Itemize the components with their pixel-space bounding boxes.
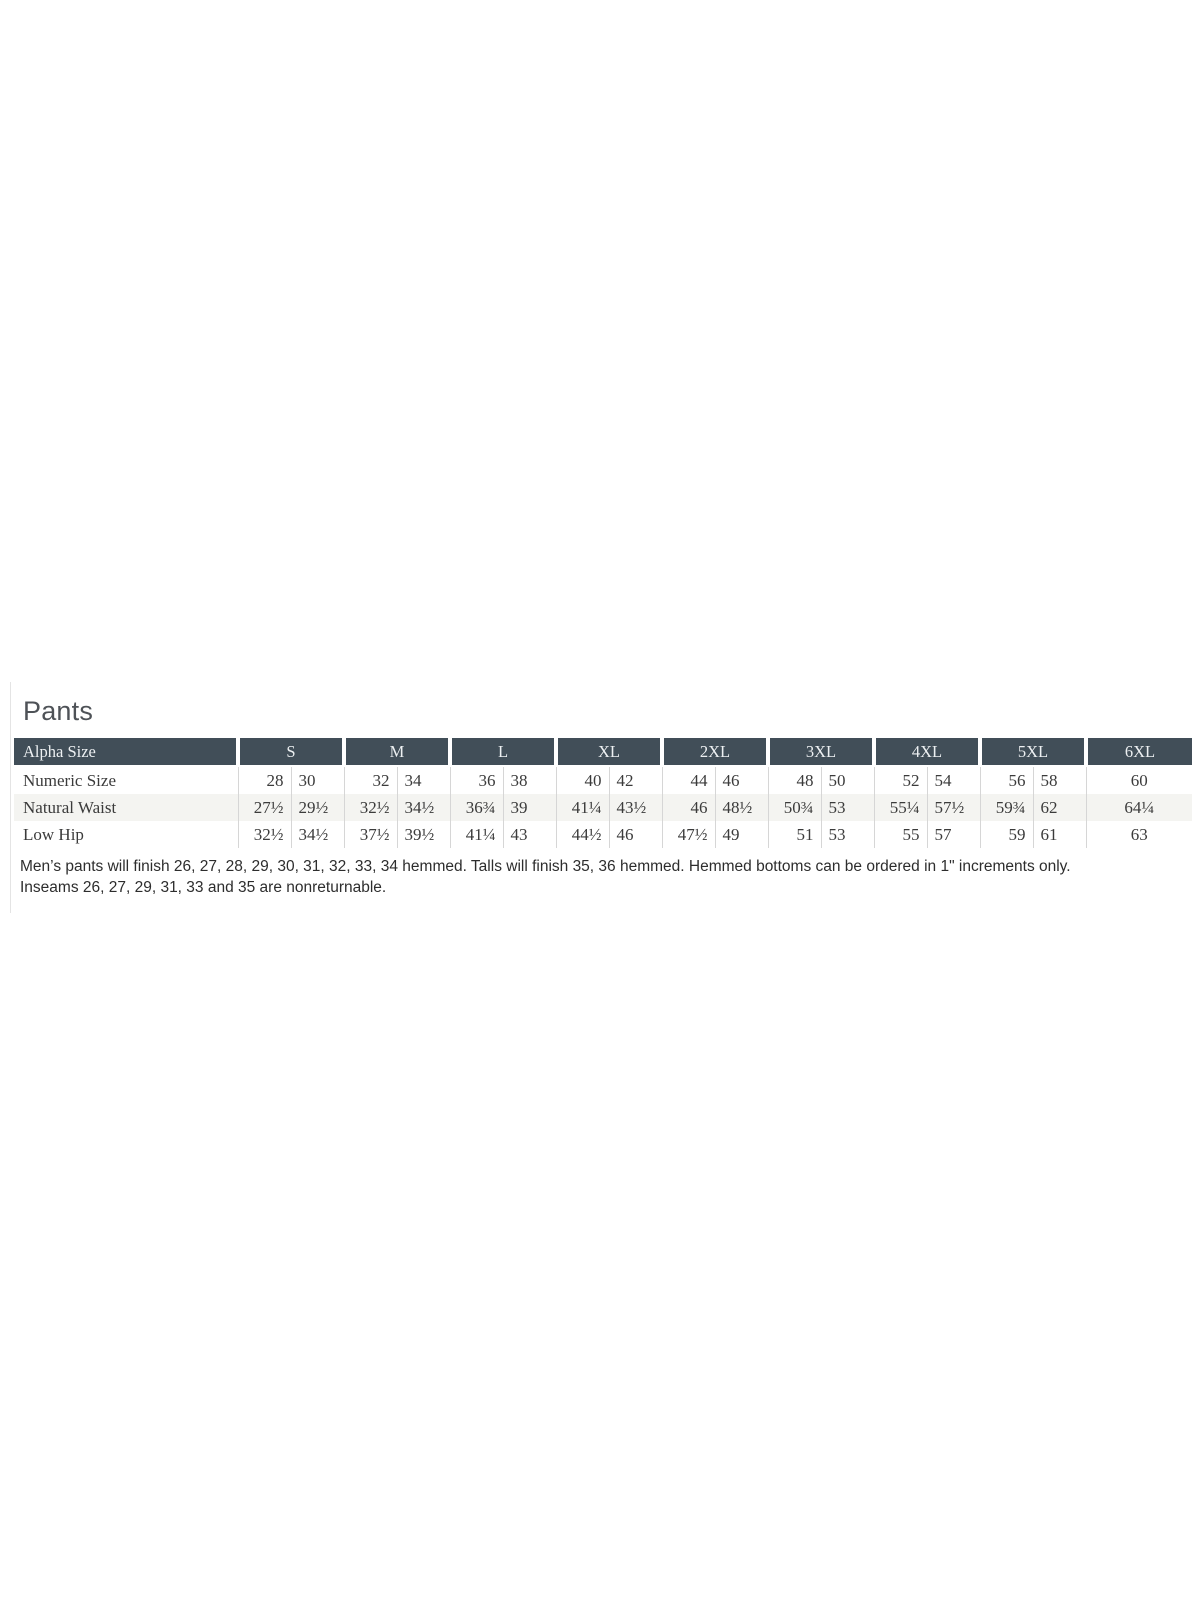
row-label: Low Hip: [14, 821, 238, 848]
table-cell: 53: [821, 821, 874, 848]
table-cell: 55: [874, 821, 927, 848]
table-cell: 53: [821, 794, 874, 821]
table-header-row: [14, 738, 1192, 766]
header-group-m: M: [344, 738, 450, 766]
row-label: Numeric Size: [14, 766, 238, 794]
table-cell: 57: [927, 821, 980, 848]
table-cell: 39: [503, 794, 556, 821]
table-cell: 47½: [662, 821, 715, 848]
table-cell: 43: [503, 821, 556, 848]
header-alpha-size: Alpha Size: [14, 738, 238, 766]
table-row-numeric-size: [14, 766, 1192, 794]
table-row-natural-waist: [14, 794, 1192, 821]
header-group-5xl: 5XL: [980, 738, 1086, 766]
page-title: Pants: [23, 696, 94, 726]
table-cell: 61: [1033, 821, 1086, 848]
header-group-s: S: [238, 738, 344, 766]
header-group-4xl: 4XL: [874, 738, 980, 766]
header-group-xl: XL: [556, 738, 662, 766]
header-group-2xl: 2XL: [662, 738, 768, 766]
table-cell: 50: [821, 766, 874, 794]
table-row-low-hip: [14, 821, 1192, 848]
table-cell: 46: [662, 794, 715, 821]
size-chart-table: [14, 738, 1192, 848]
table-cell: 40: [556, 766, 609, 794]
table-cell: 57½: [927, 794, 980, 821]
table-cell: 55¼: [874, 794, 927, 821]
table-cell: 48: [768, 766, 821, 794]
table-cell: 41¼: [450, 821, 503, 848]
table-cell: 41¼: [556, 794, 609, 821]
table-cell: 32½: [344, 794, 397, 821]
table-cell: 56: [980, 766, 1033, 794]
table-cell: 62: [1033, 794, 1086, 821]
table-cell: 58: [1033, 766, 1086, 794]
table-cell: 50¾: [768, 794, 821, 821]
table-cell: 34: [397, 766, 450, 794]
header-group-l: L: [450, 738, 556, 766]
table-cell: 64¼: [1086, 794, 1192, 821]
table-cell: 44½: [556, 821, 609, 848]
table-cell: 43½: [609, 794, 662, 821]
hemming-notes: [20, 856, 1198, 898]
table-cell: 34½: [291, 821, 344, 848]
table-cell: 36: [450, 766, 503, 794]
table-cell: 59: [980, 821, 1033, 848]
hemming-note-line2: Inseams 26, 27, 29, 31, 33 and 35 are nonreturnable.: [20, 879, 387, 896]
table-cell: 28: [238, 766, 291, 794]
table-cell: 59¾: [980, 794, 1033, 821]
table-cell: 54: [927, 766, 980, 794]
table-cell: 37½: [344, 821, 397, 848]
table-cell: 30: [291, 766, 344, 794]
hemming-note-line1: Men’s pants will finish 26, 27, 28, 29, 30, 31, 32, 33, 34 hemmed. Talls will finish 35, 36 hemmed. Hemmed bottoms can be ordered in 1" increments only.: [20, 858, 1071, 875]
table-cell: 63: [1086, 821, 1192, 848]
table-cell: 29½: [291, 794, 344, 821]
header-group-3xl: 3XL: [768, 738, 874, 766]
header-group-6xl: 6XL: [1086, 738, 1192, 766]
table-cell: 42: [609, 766, 662, 794]
table-cell: 44: [662, 766, 715, 794]
size-chart-panel: [10, 682, 1198, 913]
table-cell: 32½: [238, 821, 291, 848]
table-cell: 48½: [715, 794, 768, 821]
table-cell: 39½: [397, 821, 450, 848]
table-cell: 46: [609, 821, 662, 848]
table-cell: 51: [768, 821, 821, 848]
table-cell: 34½: [397, 794, 450, 821]
row-label: Natural Waist: [14, 794, 238, 821]
table-cell: 38: [503, 766, 556, 794]
table-cell: 36¾: [450, 794, 503, 821]
table-cell: 49: [715, 821, 768, 848]
table-cell: 32: [344, 766, 397, 794]
table-cell: 27½: [238, 794, 291, 821]
table-cell: 60: [1086, 766, 1192, 794]
table-cell: 46: [715, 766, 768, 794]
table-cell: 52: [874, 766, 927, 794]
